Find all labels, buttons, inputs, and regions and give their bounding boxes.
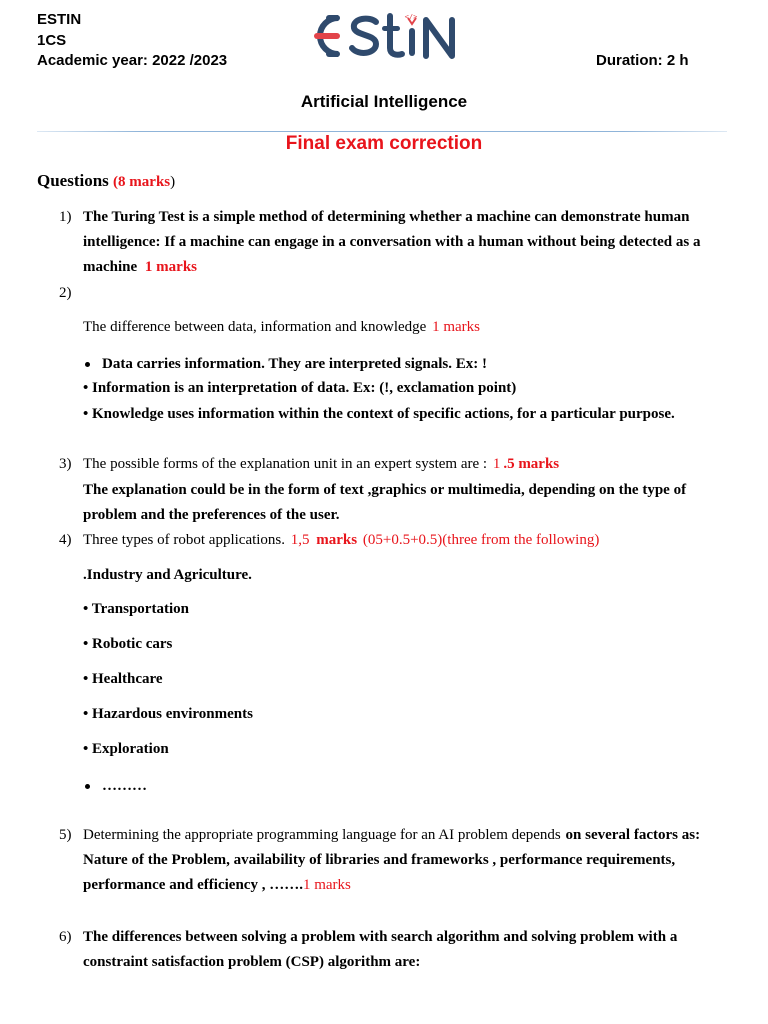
q3-line-1: The explanation could be in the form of text ,graphics or multimedia, depending on the type of [83, 482, 687, 498]
svg-text:</>: </> [404, 13, 418, 21]
q5-number: 5) [59, 827, 72, 843]
title-rule [37, 131, 727, 132]
q3-marks-b: .5 marks [503, 456, 560, 472]
q2-bullet-1 [83, 356, 487, 373]
bullet-dot-icon [85, 362, 90, 367]
q2-marks: 1 marks [432, 319, 481, 335]
class-level: 1CS [37, 32, 67, 49]
q4-intro [83, 532, 599, 549]
q1-line-2: intelligence: If a machine can engage in a conversation with a human without being detected as a [83, 234, 701, 250]
q5-line-2: Nature of the Problem, availability of libraries and frameworks , performance requirements, [83, 852, 676, 868]
q3-intro-text: The possible forms of the explanation unit in an expert system are : [83, 456, 488, 472]
q3-marks-a: 1 [492, 456, 501, 472]
q5-intro [83, 827, 700, 844]
q1-marks: 1 marks [144, 259, 198, 275]
q4-item: .Industry and Agriculture. [83, 567, 252, 583]
q1-number: 1) [59, 209, 72, 225]
q1-line-1: The Turing Test is a simple method of determining whether a machine can demonstrate human [83, 209, 690, 225]
q1-line-3-text: machine [83, 259, 138, 275]
q5-intro-text: Determining the appropriate programming language for an AI problem depends [83, 827, 561, 843]
questions-label: Questions [37, 171, 109, 190]
course-title: Artificial Intelligence [300, 92, 468, 111]
q4-item: • Robotic cars [83, 636, 173, 652]
questions-heading [37, 171, 175, 191]
q4-item: • Healthcare [83, 671, 163, 687]
q4-number: 4) [59, 532, 72, 548]
q6-number: 6) [59, 929, 72, 945]
q3-intro [83, 456, 559, 473]
q1-line-3 [83, 259, 197, 276]
q4-item: • Exploration [83, 741, 169, 757]
q2-intro-text: The difference between data, information and knowledge [83, 319, 427, 335]
logo-mark-icon [312, 10, 462, 66]
q2-bullet-3: • Knowledge uses information within the context of specific actions, for a particular purpose. [83, 406, 675, 422]
q4-marks-c: (05+0.5+0.5)(three from the following) [362, 532, 600, 548]
q3-line-2: problem and the preferences of the user. [83, 507, 340, 523]
school-name: ESTIN [37, 11, 82, 28]
q5-intro-bold: on several factors as: [565, 827, 701, 843]
q5-line-3-text: performance and efficiency , ……. [83, 877, 303, 893]
q6-line-2: constraint satisfaction problem (CSP) algorithm are: [83, 954, 421, 970]
q4-item: • Transportation [83, 601, 189, 617]
estin-logo [312, 10, 462, 66]
q2-bullet-2: • Information is an interpretation of data. Ex: (!, exclamation point) [83, 380, 517, 396]
q4-etc-text: ……… [102, 778, 147, 794]
q2-number: 2) [59, 285, 72, 301]
q5-line-3 [83, 877, 351, 894]
q4-marks-b: marks [316, 532, 358, 548]
q6-line-1: The differences between solving a problem with search algorithm and solving problem with a [83, 929, 678, 945]
q5-marks: 1 marks [302, 877, 351, 893]
q2-bullet-1-text: Data carries information. They are interpreted signals. Ex: ! [102, 356, 487, 372]
q3-number: 3) [59, 456, 72, 472]
q4-intro-text: Three types of robot applications. [83, 532, 286, 548]
questions-marks: (8 marks [113, 174, 171, 190]
q4-etc [83, 778, 147, 795]
q4-marks-a: 1,5 [290, 532, 310, 548]
q2-intro [83, 319, 480, 336]
questions-marks-close: ) [170, 174, 176, 190]
exam-title: Final exam correction [285, 133, 483, 154]
exam-duration: Duration: 2 h [596, 52, 689, 69]
q4-item: • Hazardous environments [83, 706, 253, 722]
academic-year: Academic year: 2022 /2023 [37, 52, 228, 69]
bullet-dot-icon [85, 784, 90, 789]
